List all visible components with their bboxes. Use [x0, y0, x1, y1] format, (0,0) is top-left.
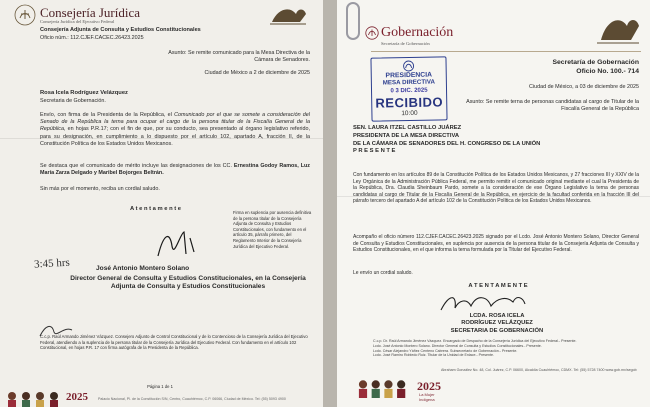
recipient-presente: P R E S E N T E — [353, 148, 396, 155]
footer-year-caption: La Mujer Indígena — [419, 392, 435, 402]
asunto: Asunto: Se remite comunicado para la Mesa Directiva de la Cámara de Senadores. — [168, 50, 310, 64]
sheet-gap — [323, 0, 337, 407]
recipient-title: Secretaria de Gobernación. — [40, 98, 106, 104]
body-paragraph-2: Se destaca que el comunicado de mérito incluye las designaciones de los CC. Ernestina Godoy Ramos, Luz María Zarza Delgado y Maribel Bojorges Beltrán. — [40, 163, 310, 177]
footer-address: Abraham González No. 48, Col. Juárez, C.P. 06600, Alcaldía Cuauhtémoc, CDMX. Tel: (55) 5728 7400 www.gob.mx/segob — [441, 368, 637, 372]
body-paragraph-3: Le envío un cordial saludo. — [353, 270, 413, 276]
signer-name-1: LCDA. ROSA ICELA — [469, 313, 525, 319]
coat-of-arms-icon — [268, 4, 308, 26]
stamp-line-2: MESA DIRECTIVA — [382, 78, 436, 87]
ccp-block — [373, 339, 643, 358]
footer-women-illustration — [353, 378, 413, 398]
substitution-note: Firma en suplencia por ausencia definitiva de la persona titular de la Consejería Adjunta de Consulta y Estudios Constitucionales, con fundamento en el artículo 35, párrafo primero, del Reglamento Interior de la Consejería Jurídica del Ejecutivo Federal. — [233, 210, 312, 249]
brand-title: Consejería Jurídica — [40, 5, 140, 20]
received-stamp — [370, 56, 447, 121]
recipient-chamber: DE LA CÁMARA DE SENADORES DEL H. CONGRESO DE LA UNIÓN — [353, 140, 541, 147]
body-paragraph-3: Sin más por el momento, reciba un cordial saludo. — [40, 186, 160, 192]
body-paragraph-2: Acompaño el oficio número 112.CJEF.CACEC.26423.2025 signado por el Lcdo. José Antonio Montero Solano, Director General de Consulta y Estudios Constitucionales, en suplencia por ausencia de la persona titular de la Consejería Adjunta de Consulta y Estudios Constitucionales, en el que informa la terna formulada por la Titular del Ejecutivo Federal. — [353, 234, 639, 254]
recipient-position: PRESIDENTA DE LA MESA DIRECTIVA — [353, 132, 460, 139]
signer-title: Director General de Consulta y Estudios Constitucionales, en la Consejería Adjunta de Consulta y Estudios Constitucionales — [70, 275, 306, 291]
brand-subtitle: Consejería Jurídica del Ejecutivo Federal — [40, 19, 115, 24]
recipient-name: Rosa Icela Rodríguez Velázquez — [40, 90, 128, 96]
signer-title: SECRETARIA DE GOBERNACIÓN — [450, 327, 544, 334]
coat-of-arms-icon — [595, 12, 641, 46]
footer-address: Palacio Nacional, Pl. de la Constitución S/N, Centro, Cuauhtémoc, C.P. 06066, Ciudad de México. Tel: (55) 5093 4900 — [98, 397, 286, 401]
footer-women-illustration — [4, 389, 64, 407]
stamp-recibido: RECIBIDO — [375, 94, 444, 111]
signer-block — [427, 313, 567, 335]
body-paragraph-1: Con fundamento en los artículos 89 de la Constitución Política de los Estados Unidos Mexicanos, y 27 fracciones III y XXIV de la Ley Orgánica de la Administración Pública Federal, me permito remitir el comunicado original mediante el cual la Presidenta de la República, Dra. Claudia Sheinbaum Pardo, somete a la consideración de ese Órgano Legislativo la terna de personas candidatas al cargo de Titular de la Fiscalía General de la República, en ejercicio de la facultad conferida en la fracción III del párrafo tercero del apartado A del artículo 102 de la Constitución Política de los Estados Unidos Mexicanos. — [353, 172, 639, 205]
ccp-line-2: Lcdo. José Antonio Montero Solano. Director General de Consulta y Estudios Constitucionales.- Presente. — [373, 343, 542, 348]
oficio-number: Oficio No. 100.- 714 — [576, 68, 639, 75]
left-document — [0, 0, 323, 407]
atentamente: A T E N T A M E N T E — [468, 283, 528, 289]
brand-title: Gobernación — [381, 25, 454, 40]
recipient-name: SEN. LAURA ITZEL CASTILLO JUÁREZ — [353, 125, 462, 131]
footer-year: 2025 — [66, 391, 88, 403]
page-number: Página 1 de 1 — [147, 384, 173, 389]
handwritten-time: 3:45 hrs — [33, 256, 71, 271]
signer-name-2: RODRÍGUEZ VELÁZQUEZ — [461, 320, 533, 327]
eagle-emblem-icon — [365, 26, 379, 40]
brand-subtitle: Secretaría de Gobernación — [381, 41, 430, 46]
ccp-note: C.c.p. Raúl Armando Jiménez Vázquez. Consejero Adjunto de Control Constitucional y de lo Contencioso de la Consejería Jurídica del Ejecutivo Federal, atendiendo a la suplencia de la persona titular de la Consejería Jurídica del Ejecutivo Federal. Con fundamento en el artículo 102 Constitucional, en hojas P.R. 17 con firma autógrafa de la Presidenta de la República. — [40, 334, 308, 351]
stamp-date: 0 3 DIC. 2025 — [390, 87, 428, 95]
eagle-emblem-icon — [14, 4, 36, 26]
footer-year: 2025 — [417, 379, 441, 393]
body-paragraph-1: Envío, con firma de la Presidenta de la República, el Comunicado por el que se somete a consideración del Senado de la República la terna para ocupar el cargo de la persona titular de la Fiscalía General de la República, en hojas P.R.17; con el fin de que, por su conducto, sea presentado al órgano legislativo referido, para su designación, en cumplimiento a lo dispuesto por el artículo 102, apartado A, fracción II, de la Constitución Política de los Estados Unidos Mexicanos. — [40, 112, 310, 147]
header-rule — [371, 51, 641, 52]
date: Ciudad de México, a 03 de diciembre de 2025 — [529, 84, 639, 90]
atentamente: A t e n t a m e n t e — [130, 206, 182, 212]
ministry-name: Secretaría de Gobernación — [552, 59, 639, 66]
recipient-block — [353, 125, 639, 156]
ccp-line-1: C.c.p. Dr. Raúl Armando Jiménez Vázquez. Encargado de Despacho de la Consejería Jurídica del Ejecutivo Federal.- Presente. — [373, 339, 577, 343]
ccp-line-4: Lcdo. José Ramiro Robledo Ruiz. Titular de la Unidad de Enlace.- Presente. — [373, 353, 495, 358]
signer-name: José Antonio Montero Solano — [96, 265, 190, 272]
senate-seal-icon — [401, 60, 415, 72]
oficio-number: Oficio núm.: 112.CJEF.CACEC.26423.2025 — [40, 35, 144, 41]
ccp-line-3: Lcdo. César Alejandro Yáñez Centeno Cabrera. Subsecretario de Gobernación.- Presente. — [373, 348, 518, 353]
stamp-handwritten-time: 10:00 — [401, 109, 418, 118]
signature-montero — [150, 226, 210, 262]
unit-line: Consejería Adjunta de Consulta y Estudios Constitucionales — [40, 27, 201, 33]
stamp-line-1: PRESIDENCIA — [385, 71, 433, 80]
date: Ciudad de México a 2 de diciembre de 2025 — [204, 70, 310, 76]
paper-clip-icon — [346, 2, 360, 40]
asunto: Asunto: Se remite terna de personas candidatas al cargo de Titular de la Fiscalía General de la República — [466, 99, 639, 113]
